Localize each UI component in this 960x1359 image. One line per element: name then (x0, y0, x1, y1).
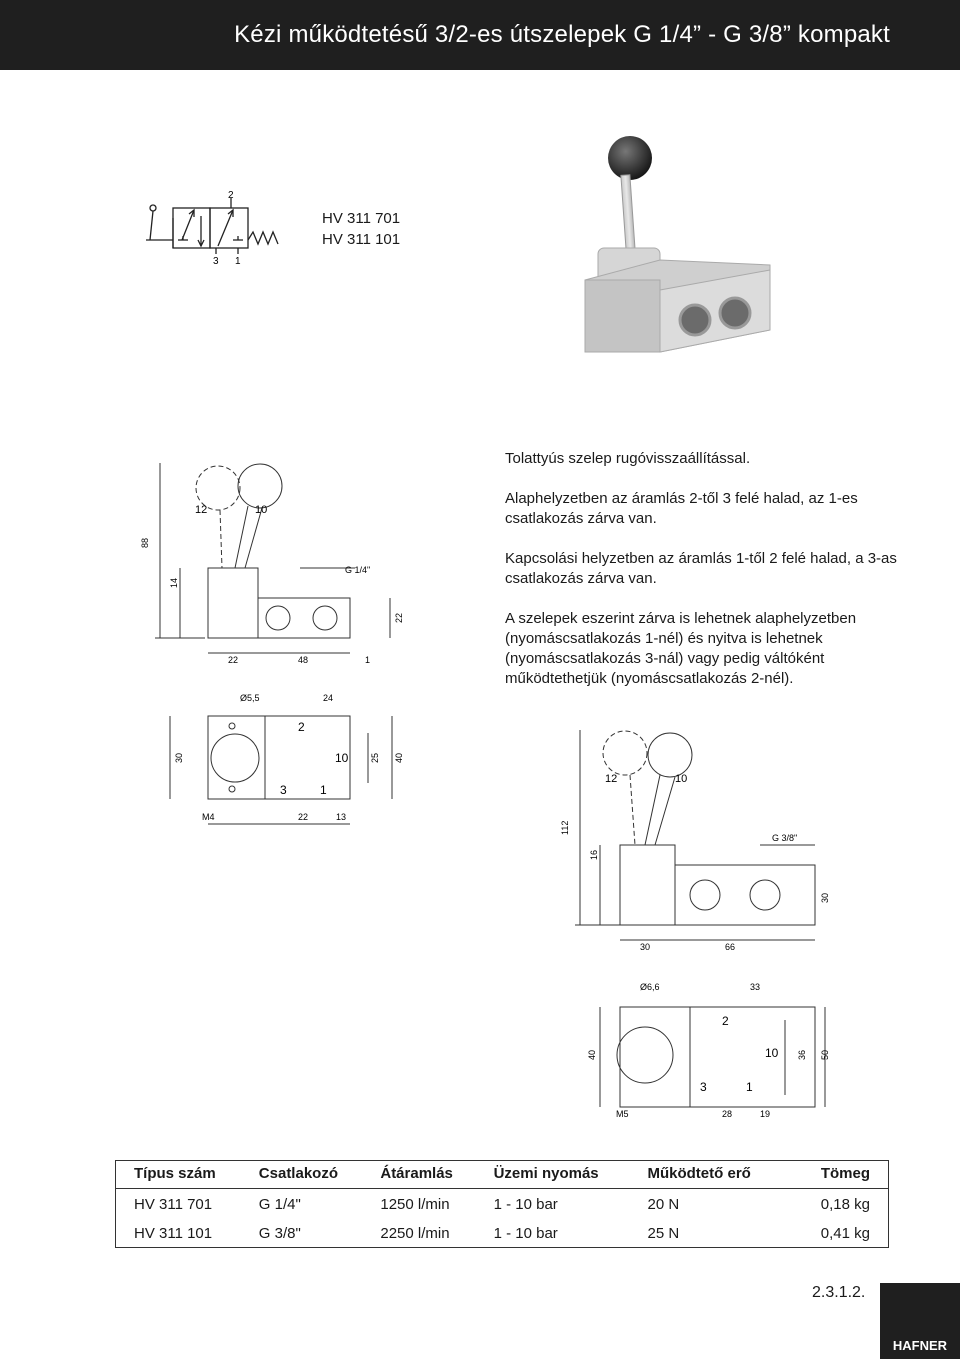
description (505, 449, 905, 709)
dim-66: 66 (725, 942, 736, 952)
cell: HV 311 701 (134, 1196, 213, 1213)
description-paragraph: A szelepek eszerint zárva is lehetnek alaphelyzetben (nyomáscsatlakozás 1-nél) és nyitva is lehetnek (nyomáscsatlakozás 3-nál) vagy pedig váltóként működtethetjük (nyomáscsatlakozás 2-nél). (505, 610, 857, 687)
cell: G 1/4" (258, 1196, 301, 1213)
lever-label-10: 10 (255, 504, 268, 516)
col-header: Működtető erő (629, 1161, 781, 1189)
dim-33: 33 (750, 982, 761, 992)
port-10: 10 (765, 1046, 779, 1060)
dim-30-h: 30 (820, 892, 830, 903)
symbol-port-1: 1 (235, 256, 241, 267)
cell: 0,41 kg (820, 1225, 870, 1242)
thread-label: G 1/4" (345, 565, 371, 575)
port-3: 3 (280, 783, 287, 797)
description-paragraph: Kapcsolási helyzetben az áramlás 1-től 2 felé halad, a 3-as csatlakozás zárva van. (505, 550, 897, 587)
port-2: 2 (722, 1014, 729, 1028)
cell: 1250 l/min (380, 1196, 450, 1213)
col-header: Üzemi nyomás (476, 1161, 630, 1189)
dim-14: 14 (169, 577, 179, 588)
dim-88: 88 (140, 537, 150, 548)
port-1: 1 (746, 1080, 753, 1094)
dim-19: 19 (760, 1109, 771, 1119)
dim-28: 28 (722, 1109, 733, 1119)
symbol-code: HV 311 101 (322, 231, 401, 248)
symbol-port-2: 2 (228, 190, 234, 201)
symbol-code: HV 311 701 (322, 210, 401, 227)
cell: 2250 l/min (380, 1225, 450, 1242)
dim-1: 1 (365, 655, 371, 665)
page-number: 2.3.1.2. (812, 1284, 866, 1301)
screw-label: M4 (202, 812, 215, 822)
symbol-port-3: 3 (213, 256, 219, 267)
dim-13: 13 (336, 812, 347, 822)
dim-hole: Ø6,6 (640, 982, 660, 992)
col-header: Típus szám (116, 1161, 241, 1189)
page-title: Kézi működtetésű 3/2-es útszelepek G 1/4” - G 3/8” kompakt (234, 21, 890, 48)
table-row (116, 1218, 889, 1248)
dim-40: 40 (394, 752, 404, 763)
spec-table (115, 1160, 889, 1248)
cell: 25 N (647, 1225, 680, 1242)
page-header (0, 0, 960, 70)
technical-drawing-g38 (560, 725, 850, 1120)
brand-logo: HAFNER (880, 1283, 960, 1359)
cell: 1 - 10 bar (493, 1196, 558, 1213)
cell: 1 - 10 bar (493, 1225, 558, 1242)
col-header: Átáramlás (362, 1161, 475, 1189)
col-header: Tömeg (781, 1161, 888, 1189)
dim-36: 36 (797, 1049, 807, 1060)
port-3: 3 (700, 1080, 707, 1094)
table-row (116, 1189, 889, 1219)
dim-112: 112 (560, 820, 570, 835)
lever-label-10: 10 (675, 773, 688, 785)
dim-16: 16 (589, 849, 599, 860)
port-2: 2 (298, 720, 305, 734)
technical-drawing-g14 (140, 458, 420, 833)
dim-22-b: 22 (298, 812, 309, 822)
dim-24: 24 (323, 693, 334, 703)
cell: 0,18 kg (820, 1196, 870, 1213)
symbol-codes (322, 208, 400, 250)
product-photo (580, 130, 780, 365)
cell: HV 311 101 (134, 1225, 213, 1242)
table-header-row (116, 1161, 889, 1189)
description-paragraph: Tolattyús szelep rugóvisszaállítással. (505, 450, 751, 467)
thread-label: G 3/8" (772, 833, 798, 843)
port-10: 10 (335, 751, 349, 765)
valve-symbol (138, 188, 288, 268)
lever-label-12: 12 (605, 773, 618, 785)
dim-22-h: 22 (394, 612, 404, 623)
cell: 20 N (647, 1196, 680, 1213)
description-paragraph: Alaphelyzetben az áramlás 2-től 3 felé halad, az 1-es csatlakozás zárva van. (505, 490, 858, 527)
dim-30-w: 30 (640, 942, 651, 952)
dim-22-w: 22 (228, 655, 239, 665)
dim-48: 48 (298, 655, 309, 665)
dim-40: 40 (587, 1049, 597, 1060)
col-header: Csatlakozó (241, 1161, 363, 1189)
dim-50: 50 (820, 1049, 830, 1060)
cell: G 3/8" (258, 1225, 301, 1242)
dim-25: 25 (370, 752, 380, 763)
dim-30: 30 (174, 752, 184, 763)
screw-label: M5 (616, 1109, 629, 1119)
port-1: 1 (320, 783, 327, 797)
dim-hole: Ø5,5 (240, 693, 260, 703)
lever-label-12: 12 (195, 504, 208, 516)
